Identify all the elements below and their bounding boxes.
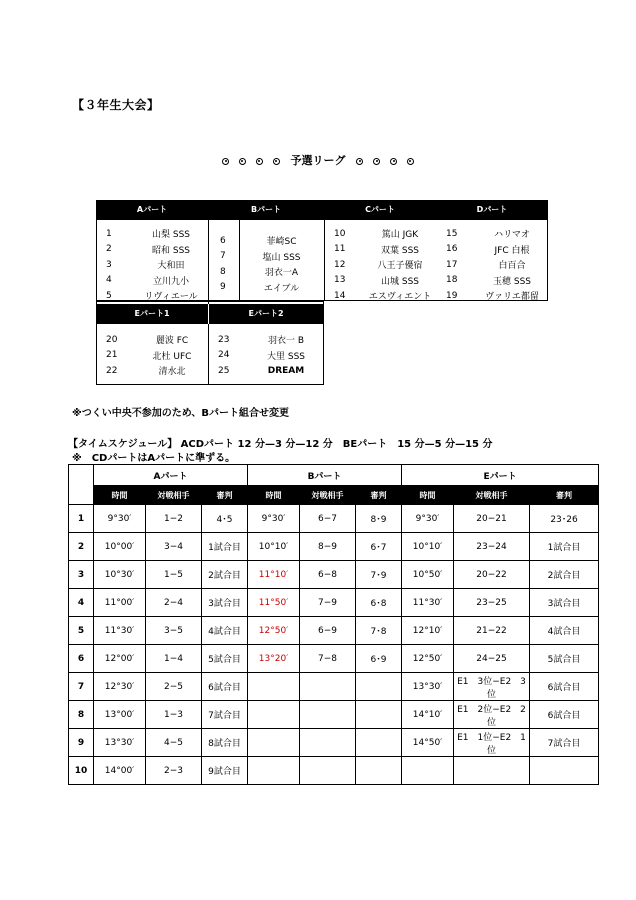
group-e-time-cell: 10°10′ <box>402 533 454 561</box>
group-e2-list <box>208 332 324 379</box>
group-e-column-header: Eパート <box>402 465 599 486</box>
list-item <box>96 257 208 273</box>
referee-header: 審判 <box>530 486 599 505</box>
group-b-match-cell: 6−9 <box>300 617 356 645</box>
row-number-header <box>69 465 94 505</box>
list-item <box>208 348 324 364</box>
time-header: 時間 <box>248 486 300 505</box>
soccer-ball-icon <box>273 158 280 165</box>
group-a-referee-cell: 3試合目 <box>202 589 248 617</box>
team-name: 山梨 SSS <box>152 230 190 241</box>
team-name: 篤山 JGK <box>381 230 419 241</box>
team-name: 北杜 UFC <box>152 351 192 362</box>
group-b-referee-cell <box>356 757 402 785</box>
group-e-time-cell: 12°50′ <box>402 645 454 673</box>
group-a-time-cell: 11°30′ <box>94 617 146 645</box>
team-name: 大里 SSS <box>267 351 305 362</box>
team-name: 羽衣一A <box>264 268 299 279</box>
soccer-ball-icon <box>356 158 363 165</box>
team-number: 18 <box>446 275 458 286</box>
group-b-match-cell <box>300 757 356 785</box>
list-item <box>324 226 436 242</box>
group-a-time-cell: 11°00′ <box>94 589 146 617</box>
list-item <box>96 332 208 348</box>
team-number: 21 <box>106 350 118 361</box>
team-name: 八王子優宿 <box>377 261 423 272</box>
group-a-time-cell: 13°30′ <box>94 729 146 757</box>
group-b-match-cell: 8−9 <box>300 533 356 561</box>
group-b-time-cell <box>248 757 300 785</box>
group-a-referee-cell: 4･5 <box>202 505 248 533</box>
table-row <box>69 617 599 645</box>
row-number: 2 <box>69 533 94 561</box>
team-name: エイブル <box>263 283 300 294</box>
team-number: 8 <box>220 266 226 277</box>
team-name: 羽衣一 B <box>267 336 305 347</box>
row-number: 9 <box>69 729 94 757</box>
group-b-referee-cell: 7･9 <box>356 561 402 589</box>
table-row <box>69 533 599 561</box>
group-a-match-cell: 4−5 <box>146 729 202 757</box>
group-b-list <box>208 233 324 295</box>
group-b-time-cell: 9°30′ <box>248 505 300 533</box>
group-e-match-cell: E1 3位−E2 3位 <box>454 673 530 701</box>
table-row <box>69 645 599 673</box>
match-header: 対戦相手 <box>146 486 202 505</box>
group-e-match-cell <box>454 757 530 785</box>
team-name: リヴィエール <box>144 292 198 303</box>
group-a-match-cell: 1−4 <box>146 645 202 673</box>
group-b-match-cell <box>300 673 356 701</box>
group-b-time-cell: 13°20′ <box>248 645 300 673</box>
team-name: 清水北 <box>158 367 186 378</box>
page-title: 【３年生大会】 <box>72 98 160 112</box>
team-name: 菲崎SC <box>266 237 297 248</box>
group-b-match-cell <box>300 701 356 729</box>
table-row <box>69 701 599 729</box>
group-a-match-cell: 2−5 <box>146 673 202 701</box>
team-number: 7 <box>220 251 226 262</box>
team-name: 白百合 <box>498 261 526 272</box>
team-name: 立川九小 <box>152 276 189 287</box>
row-number: 1 <box>69 505 94 533</box>
row-number: 7 <box>69 673 94 701</box>
group-a-time-cell: 10°30′ <box>94 561 146 589</box>
team-name: 塩山 SSS <box>262 252 301 263</box>
team-number: 4 <box>106 275 112 286</box>
table-row <box>69 757 599 785</box>
list-item <box>96 348 208 364</box>
group-a-match-cell: 2−4 <box>146 589 202 617</box>
group-a-referee-cell: 7試合目 <box>202 701 248 729</box>
group-a-list <box>96 226 208 304</box>
group-e-match-cell: 20−22 <box>454 561 530 589</box>
group-e-referee-cell: 6試合目 <box>530 673 599 701</box>
group-e1-list <box>96 332 208 379</box>
group-e-match-cell: 24−25 <box>454 645 530 673</box>
list-item <box>208 233 324 249</box>
schedule-sub-header-row <box>69 486 599 505</box>
team-number: 5 <box>106 290 112 301</box>
table-row <box>69 505 599 533</box>
row-number: 8 <box>69 701 94 729</box>
group-b-referee-cell: 8･9 <box>356 505 402 533</box>
list-item <box>324 257 436 273</box>
table-row <box>69 673 599 701</box>
table-row <box>69 589 599 617</box>
group-b-time-cell <box>248 673 300 701</box>
group-e-time-cell: 9°30′ <box>402 505 454 533</box>
list-item <box>96 226 208 242</box>
group-e-time-cell: 12°10′ <box>402 617 454 645</box>
team-number: 3 <box>106 259 112 270</box>
row-number: 5 <box>69 617 94 645</box>
group-e-match-cell: 21−22 <box>454 617 530 645</box>
time-header: 時間 <box>94 486 146 505</box>
team-number: 14 <box>334 290 346 301</box>
divider <box>208 304 209 324</box>
group-a-column-header: Aパート <box>94 465 248 486</box>
group-b-match-cell: 7−9 <box>300 589 356 617</box>
row-number: 10 <box>69 757 94 785</box>
table-row <box>69 561 599 589</box>
time-header: 時間 <box>402 486 454 505</box>
team-number: 17 <box>446 259 458 270</box>
group-a-referee-cell: 5試合目 <box>202 645 248 673</box>
soccer-ball-icon <box>407 158 414 165</box>
group-b-time-cell <box>248 729 300 757</box>
team-name: 昭和 SSS <box>152 245 190 256</box>
team-name: 大和田 <box>157 261 185 272</box>
list-item <box>436 242 548 258</box>
group-e-referee-cell: 23･26 <box>530 505 599 533</box>
group-a-match-cell: 3−5 <box>146 617 202 645</box>
group-a-time-cell: 10°00′ <box>94 533 146 561</box>
list-item <box>208 264 324 280</box>
table-row <box>69 729 599 757</box>
list-item <box>436 257 548 273</box>
group-a-match-cell: 1−2 <box>146 505 202 533</box>
team-number: 1 <box>106 228 112 239</box>
group-b-referee-cell: 6･9 <box>356 645 402 673</box>
list-item <box>436 226 548 242</box>
team-number: 25 <box>218 365 230 376</box>
team-number: 16 <box>446 244 458 255</box>
team-name: 玉穂 SSS <box>493 276 531 287</box>
group-a-referee-cell: 9試合目 <box>202 757 248 785</box>
group-e-time-cell: 13°30′ <box>402 673 454 701</box>
group-a-time-cell: 9°30′ <box>94 505 146 533</box>
group-a-referee-cell: 8試合目 <box>202 729 248 757</box>
group-b-time-cell <box>248 701 300 729</box>
list-item <box>208 332 324 348</box>
group-a-referee-cell: 6試合目 <box>202 673 248 701</box>
group-e-match-cell: 20−21 <box>454 505 530 533</box>
group-a-referee-cell: 2試合目 <box>202 561 248 589</box>
row-number: 6 <box>69 645 94 673</box>
team-number: 23 <box>218 334 230 345</box>
team-name: 麗波 FC <box>155 336 189 347</box>
team-name: 山城 SSS <box>381 276 419 287</box>
group-a-referee-cell: 1試合目 <box>202 533 248 561</box>
group-e-match-cell: E1 2位−E2 2位 <box>454 701 530 729</box>
list-item <box>96 363 208 379</box>
list-item <box>208 280 324 296</box>
group-d-list <box>436 226 548 304</box>
schedule-table <box>68 464 599 785</box>
group-b-referee-cell <box>356 701 402 729</box>
group-c-list <box>324 226 436 304</box>
league-title: 予選リーグ <box>290 154 346 167</box>
soccer-ball-icon <box>222 158 229 165</box>
group-b-time-cell: 11°50′ <box>248 589 300 617</box>
match-header: 対戦相手 <box>454 486 530 505</box>
team-number: 13 <box>334 275 346 286</box>
group-c-header: Cパート <box>365 205 395 214</box>
group-e-referee-cell: 3試合目 <box>530 589 599 617</box>
group-b-referee-cell <box>356 729 402 757</box>
list-item <box>96 242 208 258</box>
team-name: DREAM <box>267 365 305 376</box>
group-e-time-cell: 14°50′ <box>402 729 454 757</box>
list-item <box>436 288 548 304</box>
team-name: エスヴィエント <box>368 292 432 303</box>
group-e-match-cell: E1 1位−E2 1位 <box>454 729 530 757</box>
group-b-header: Bパート <box>250 205 282 214</box>
group-b-referee-cell <box>356 673 402 701</box>
team-number: 6 <box>220 235 226 246</box>
group-b-referee-cell: 6･7 <box>356 533 402 561</box>
match-header: 対戦相手 <box>300 486 356 505</box>
group-b-time-cell: 10°10′ <box>248 533 300 561</box>
soccer-ball-icon <box>373 158 380 165</box>
group-e-referee-cell: 1試合目 <box>530 533 599 561</box>
list-item <box>96 273 208 289</box>
list-item <box>208 249 324 265</box>
group-b-referee-cell: 7･8 <box>356 617 402 645</box>
list-item <box>324 288 436 304</box>
group-e-match-cell: 23−24 <box>454 533 530 561</box>
team-name: 双葉 SSS <box>381 245 419 256</box>
league-title-row <box>0 152 636 168</box>
group-e-referee-cell: 7試合目 <box>530 729 599 757</box>
soccer-ball-icon <box>390 158 397 165</box>
group-e-referee-cell: 5試合目 <box>530 645 599 673</box>
referee-header: 審判 <box>202 486 248 505</box>
soccer-ball-icon <box>256 158 263 165</box>
list-item <box>324 242 436 258</box>
group-a-time-cell: 13°00′ <box>94 701 146 729</box>
group-a-match-cell: 2−3 <box>146 757 202 785</box>
schedule-note: ※ CDパートはAパートに準ずる。 <box>72 453 236 464</box>
group-e-time-cell: 14°10′ <box>402 701 454 729</box>
group-a-time-cell: 14°00′ <box>94 757 146 785</box>
group-b-match-cell: 6−8 <box>300 561 356 589</box>
team-number: 15 <box>446 228 458 239</box>
group-e1-header: Eパート1 <box>134 309 170 318</box>
group-a-time-cell: 12°00′ <box>94 645 146 673</box>
schedule-group-header-row <box>69 465 599 486</box>
group-b-time-cell: 11°10′ <box>248 561 300 589</box>
team-number: 2 <box>106 244 112 255</box>
group-a-referee-cell: 4試合目 <box>202 617 248 645</box>
group-e-referee-cell <box>530 757 599 785</box>
group-e2-header: Eパート2 <box>248 309 284 318</box>
team-number: 11 <box>334 244 346 255</box>
group-b-time-cell: 12°50′ <box>248 617 300 645</box>
group-a-match-cell: 3−4 <box>146 533 202 561</box>
group-b-match-cell: 7−8 <box>300 645 356 673</box>
group-e-time-cell: 11°30′ <box>402 589 454 617</box>
team-name: ハリマオ <box>494 230 530 241</box>
group-b-column-header: Bパート <box>248 465 402 486</box>
row-number: 4 <box>69 589 94 617</box>
list-item <box>436 273 548 289</box>
group-a-match-cell: 1−3 <box>146 701 202 729</box>
team-number: 12 <box>334 259 346 270</box>
team-number: 10 <box>334 228 346 239</box>
list-item <box>208 363 324 379</box>
team-number: 20 <box>106 334 118 345</box>
team-number: 24 <box>218 350 230 361</box>
group-b-match-cell: 6−7 <box>300 505 356 533</box>
referee-header: 審判 <box>356 486 402 505</box>
group-e-time-cell: 10°50′ <box>402 561 454 589</box>
group-a-match-cell: 1−5 <box>146 561 202 589</box>
team-name: JFC 白根 <box>494 245 530 256</box>
list-item <box>324 273 436 289</box>
group-a-time-cell: 12°30′ <box>94 673 146 701</box>
team-number: 9 <box>220 282 226 293</box>
group-b-referee-cell: 6･8 <box>356 589 402 617</box>
group-e-referee-cell: 2試合目 <box>530 561 599 589</box>
group-e-time-cell <box>402 757 454 785</box>
group-e-referee-cell: 6試合目 <box>530 701 599 729</box>
group-d-header: Dパート <box>476 205 508 214</box>
group-e-referee-cell: 4試合目 <box>530 617 599 645</box>
team-number: 22 <box>106 365 118 376</box>
schedule-title: 【タイムスケジュール】 ACDパート 12 分—3 分—12 分 BEパート 15 分—5 分—15 分 <box>68 439 493 450</box>
group-e-match-cell: 23−25 <box>454 589 530 617</box>
team-name: ヴァリエ都留 <box>485 292 539 303</box>
group-a-header: Aパート <box>136 205 168 214</box>
soccer-ball-icon <box>239 158 246 165</box>
group-b-match-cell <box>300 729 356 757</box>
team-number: 19 <box>446 290 458 301</box>
row-number: 3 <box>69 561 94 589</box>
note-group-change: ※つくい中央不参加のため、Bパート組合せ変更 <box>72 408 289 419</box>
